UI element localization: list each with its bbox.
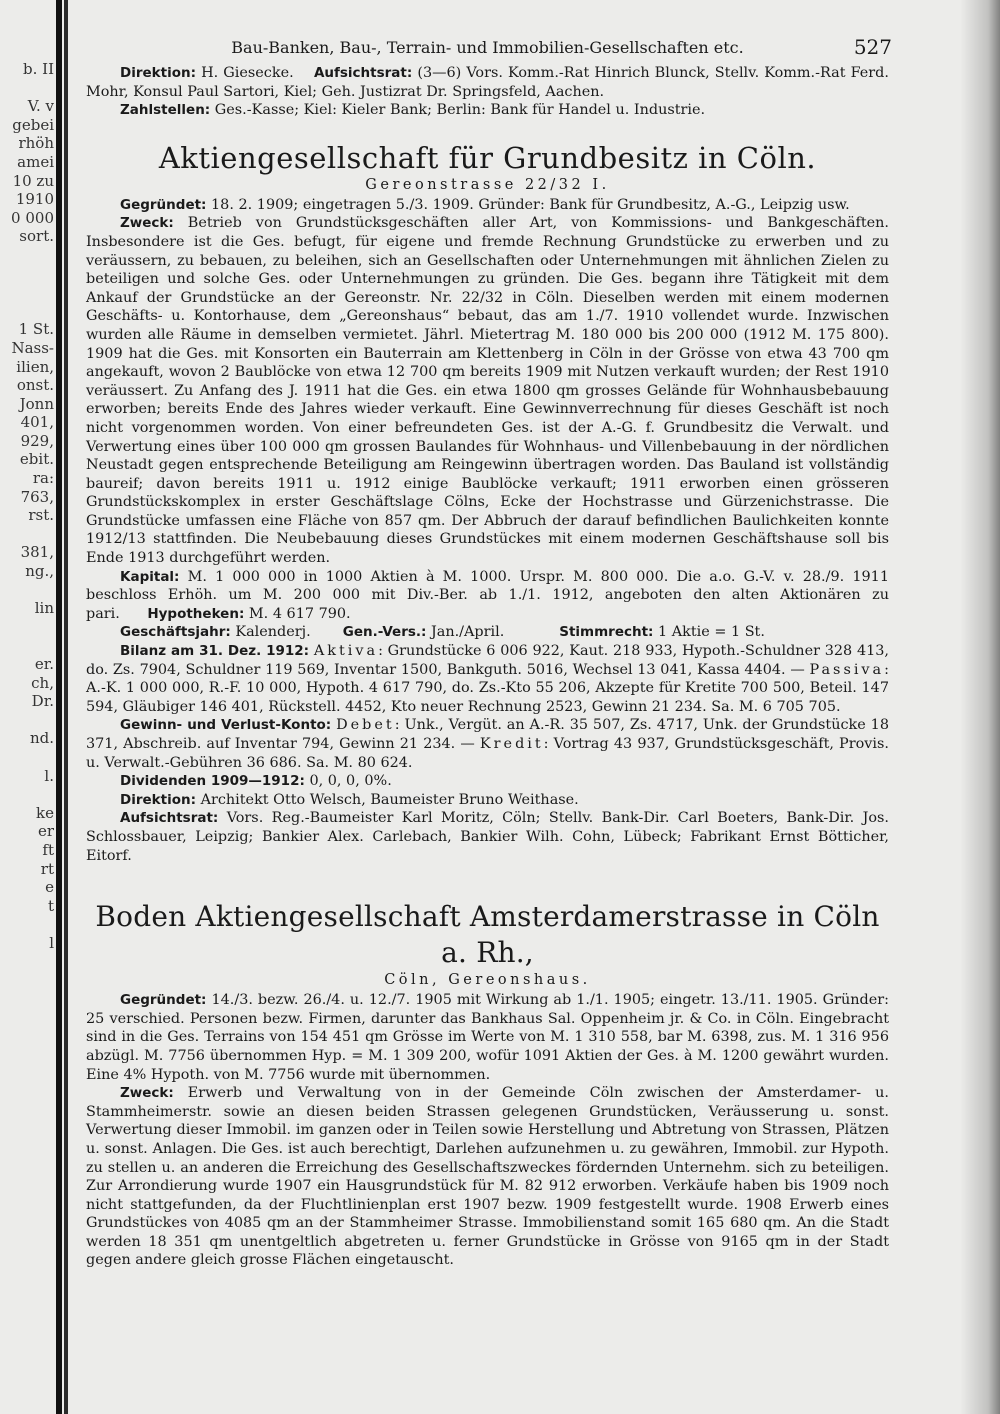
margin-fragment: lin xyxy=(34,599,54,618)
margin-fragment xyxy=(0,581,54,600)
margin-fragment: nd. xyxy=(29,729,54,748)
margin-fragment xyxy=(0,302,54,321)
margin-fragment: 1910 xyxy=(15,190,54,209)
margin-fragment: rhöh xyxy=(18,134,54,153)
margin-fragment xyxy=(0,283,54,302)
margin-fragment: e xyxy=(45,878,54,897)
running-header xyxy=(86,35,892,64)
margin-fragment: ebit. xyxy=(19,450,54,469)
margin-fragment: gebei xyxy=(12,115,54,134)
margin-fragment: ilien, xyxy=(16,357,54,376)
margin-fragment: V. v xyxy=(27,97,54,116)
page-column xyxy=(86,35,892,1270)
margin-fragment: Jonn xyxy=(19,394,54,413)
prev-direktion: Direktion: H. Giesecke. Aufsichtsrat: (3—6) Vors. Komm.-Rat Hinrich Blunck, Stellv. Komm.-Rat Ferd. Mohr, Konsul Paul Sartori, Kiel; Geh. Justizrat Dr. Springsfeld, Aachen. xyxy=(86,65,889,100)
margin-fragment: Nass- xyxy=(11,338,54,357)
margin-fragment: ra: xyxy=(32,469,54,488)
margin-fragment xyxy=(0,748,54,767)
margin-fragment: rst. xyxy=(28,506,54,525)
prev-zahlstellen: Zahlstellen: Ges.-Kasse; Kiel: Kieler Bank; Berlin: Bank für Handel u. Industrie. xyxy=(120,102,706,119)
margin-fragment xyxy=(0,525,54,544)
margin-fragment: l xyxy=(49,933,54,952)
margin-fragment xyxy=(0,711,54,730)
page-number: 527 xyxy=(853,35,892,59)
company-address-2: Cöln, Gereonshaus. xyxy=(384,972,591,989)
margin-fragment: ft xyxy=(42,840,54,859)
margin-fragment: 0 000 xyxy=(11,208,54,227)
margin-fragment: ng., xyxy=(25,562,54,581)
company-title-2: Boden Aktiengesellschaft Amsterdamerstrasse in Cöln a. Rh., xyxy=(95,900,880,970)
margin-fragment xyxy=(0,785,54,804)
margin-fragment xyxy=(0,636,54,655)
direktion-line: Direktion: Architekt Otto Welsch, Baumeister Bruno Weithase. xyxy=(120,791,579,808)
margin-fragment xyxy=(0,246,54,265)
margin-fragment: amei xyxy=(17,152,54,171)
margin-fragment: ch, xyxy=(31,673,54,692)
company-address: Gereonstrasse 22/32 I. xyxy=(365,176,610,193)
margin-fragment: Dr. xyxy=(31,692,54,711)
margin-fragment xyxy=(0,915,54,934)
book-spine-edge xyxy=(64,0,68,1414)
adjacent-page-fragments xyxy=(0,60,54,953)
margin-fragment: 401, xyxy=(20,413,54,432)
aufsichtsrat-paragraph: Aufsichtsrat: Vors. Reg.-Baumeister Karl Moritz, Cöln; Stellv. Bank-Dir. Carl Boeters, Bank-Dir. Jos. Schlossbauer, Leipzig; Bankier Alex. Carlebach, Bankier Wilh. Cohn, Lübeck; Fabrikant Ernst Bötticher, Eitorf. xyxy=(86,810,889,864)
gegruendet-paragraph: Gegründet: 18. 2. 1909; eingetragen 5./3. 1909. Gründer: Bank für Grundbesitz, A.-G., Leipzig usw. xyxy=(120,196,850,213)
dividenden-line: Dividenden 1909—1912: 0, 0, 0, 0%. xyxy=(120,773,392,790)
margin-fragment: er. xyxy=(34,655,54,673)
gegruendet-paragraph-2: Gegründet: 14./3. bezw. 26./4. u. 12./7. 1905 mit Wirkung ab 1./1. 1905; eingetr. 13./11. 1905. Gründer: 25 verschied. Personen bezw. Firmen, darunter das Bankhaus Sal. Oppenheim jr. & Co. in Cöln. Eingebracht sind in die Ges. Terrains von 154 451 qm Grösse im Werte von M. 1 310 558, bar M. 6398, zus. M. 1 316 956 abzügl. M. 7756 übernommen Hyp. = M. 1 309 200, wofür 1091 Aktien der Ges. à M. 1200 gewährt wurden. Eine 4% Hypoth. von M. 7756 wurde mit übernommen. xyxy=(86,992,889,1083)
geschaeftsjahr-line: Geschäftsjahr: Kalenderj. Gen.-Vers.: Jan./April. Stimmrecht: 1 Aktie = 1 St. xyxy=(120,624,765,641)
margin-fragment: 763, xyxy=(20,487,54,506)
margin-fragment: rt xyxy=(40,859,54,878)
guv-paragraph: Gewinn- und Verlust-Konto: Debet: Unk., Vergüt. an A.-R. 35 507, Zs. 4717, Unk. der Grundstücke 18 371, Abschreib. auf Inventar 794, Gewinn 21 234. — Kredit: Vortrag 43 937, Grundstücksgeschäft, Provis. u. Verwalt.-Gebühren 36 686. Sa. M. 80 624. xyxy=(86,717,889,771)
margin-fragment: sort. xyxy=(19,227,54,246)
margin-fragment: l. xyxy=(44,766,54,785)
margin-fragment xyxy=(0,618,54,637)
margin-fragment: 1 St. xyxy=(18,320,54,339)
margin-fragment: 381, xyxy=(20,543,54,562)
bilanz-paragraph: Bilanz am 31. Dez. 1912: Aktiva: Grundstücke 6 006 922, Kaut. 218 933, Hypoth.-Schuldner 328 413, do. Zs. 7904, Schuldner 119 569, Inventar 1500, Bankguth. 5016, Wechsel 13 041, Kassa 4404. — Passiva: A.-K. 1 000 000, R.-F. 10 000, Hypoth. 4 617 790, do. Zs.-Kto 55 206, Akzepte für Kretite 700 500, Beteil. 147 594, Gläubiger 146 401, Rückstell. 4452, Kto neuer Rechnung 2523, Gewinn 21 234. Sa. M. 6 705 705. xyxy=(86,643,890,715)
margin-fragment: b. II xyxy=(23,60,54,78)
zweck-paragraph-2: Zweck: Erwerb und Verwaltung von in der Gemeinde Cöln zwischen der Amsterdamer- u. Stammheimerstr. sowie an diesen beiden Strassen gelegenen Grundstücken, Veräusserung u. sonst. Verwertung dieser Immobil. im ganzen oder in Teilen sowie Herstellung und Abtretung von Strassen, Plätzen u. sonst. Anlagen. Die Ges. ist auch berechtigt, Darlehen aufzunehmen u. zu gewähren, Immobil. zur Hypoth. zu stellen u. an anderen die Erreichung des Gesellschaftszweckes fördernden Unternehm. sich zu beteiligen. Zur Arrondierung wurde 1907 ein Hausgrundstück für M. 82 912 erworben. Verkäufe haben bis 1909 noch nicht stattgefunden, da der Fluchtlinienplan erst 1907 bezw. 1909 festgestellt wurde. 1908 Erwerb eines Grundstückes von 4085 qm an der Stammheimer Strasse. Immobilienstand somit 165 680 qm. An die Stadt werden 18 351 qm unentgeltlich abgetreten u. ferner Grundstücke in Grösse von 9165 qm in der Stadt gegen andere gleich grosse Flächen eingetauscht. xyxy=(86,1085,889,1269)
margin-fragment: 929, xyxy=(20,431,54,450)
margin-fragment xyxy=(0,265,54,284)
margin-fragment: ke xyxy=(36,803,54,822)
margin-fragment: onst. xyxy=(16,376,54,395)
margin-fragment: 10 zu xyxy=(12,171,54,190)
running-title: Bau-Banken, Bau-, Terrain- und Immobilien-Gesellschaften etc. xyxy=(231,38,744,57)
kapital-paragraph: Kapital: M. 1 000 000 in 1000 Aktien à M. 1000. Urspr. M. 800 000. Die a.o. G.-V. v. 28./9. 1911 beschloss Erhöh. um M. 200 000 mit Div.-Ber. ab 1./1. 1912, angeboten den alten Aktionären zu pari. Hypotheken: M. 4 617 790. xyxy=(86,568,889,622)
company-title: Aktiengesellschaft für Grundbesitz in Cöln. xyxy=(158,140,817,175)
zweck-paragraph: Zweck: Betrieb von Grundstücksgeschäften aller Art, von Kommissions- und Bankgeschäften. Insbesondere ist die Ges. befugt, für eigene und fremde Rechnung Grundstücke zu erwerben und zu veräussern, zu bebauen, zu beleihen, sich an Gesellschaften oder Unternehmungen mit ähnlichen Zielen zu beteiligen und solche Ges. oder Unternehmungen zu gründen. Die Ges. begann ihre Tätigkeit mit dem Ankauf der Grundstücke an der Gereonstr. Nr. 22/32 in Cöln. Dieselben werden mit einem modernen Geschäfts- u. Kontorhause, dem „Gereonshaus“ bebaut, das am 1./7. 1910 vollendet wurde. Inzwischen wurden alle Räume in demselben vermietet. Jährl. Mietertrag M. 180 000 bis 200 000 (1912 M. 175 800). 1909 hat die Ges. mit Konsorten ein Bauterrain am Klettenberg in Cöln in der Grösse von etwa 43 700 qm angekauft, wovon 2 Baublöcke von etwa 12 700 qm bereits 1909 mit Nutzen verkauft wurden; der Rest 1910 veräussert. Zu Anfang des J. 1911 hat die Ges. ein etwa 1800 qm grosses Gelände für Wohnhausbebauung erworben; bereits Ende des Jahres wieder verkauft. Eine Gewinnverrechnung für dieses Geschäft ist noch nicht vorgenommen worden. Von einer befreundeten Ges. ist der A.-G. f. Grundbesitz die Verwalt. und Verwertung eines über 100 000 qm grossen Baulandes für Wohnhaus- und Villenbebauung in der nördlichen Neustadt gegen entsprechende Beteiligung am Reingewinn übertragen worden. Das Bauland ist vollständig baureif; davon bereits 1911 u. 1912 einige Baublöcke verkauft; 1911 erworben einen grösseren Grundstückskomplex in erster Geschäftslage Cölns, Ecke der Hochstrasse und Gürzenichstrasse. Die Grundstücke umfassen eine Fläche von 857 qm. Der Abbruch der darauf befindlichen Baulichkeiten konnte 1912/13 stattfinden. Die Neubebauung dieses Grundstückes mit einem modernen Geschäftshause soll bis Ende 1913 durchgeführt werden. xyxy=(86,215,889,567)
margin-fragment: t xyxy=(47,896,54,915)
margin-fragment xyxy=(0,79,54,98)
margin-fragment: er xyxy=(37,822,54,841)
right-page-shadow xyxy=(960,0,1000,1414)
book-spine-shadow xyxy=(56,0,62,1414)
